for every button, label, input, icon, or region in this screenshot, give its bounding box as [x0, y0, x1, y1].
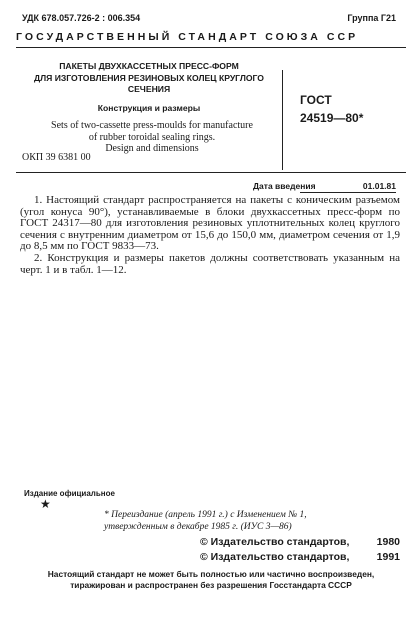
effective-date-label: Дата введения	[253, 181, 316, 191]
top-rule	[16, 47, 406, 48]
udk-code: УДК 678.057.726-2 : 006.354	[22, 13, 141, 23]
title-line: ПАКЕТЫ ДВУХКАССЕТНЫХ ПРЕСС-ФОРМ	[59, 61, 239, 71]
title-line: СЕЧЕНИЯ	[127, 84, 171, 94]
gost-number: 24519—80*	[300, 111, 364, 125]
document-subtitle: Конструкция и размеры	[97, 103, 201, 113]
reissue-line: * Переиздание (апрель 1991 г.) с Изменением № 1,	[104, 510, 307, 520]
reissue-note	[104, 509, 384, 533]
title-divider	[282, 70, 283, 170]
gost-label: ГОСТ	[300, 93, 332, 107]
standard-body	[20, 195, 400, 276]
notice-line: тиражирован и распространен без разрешения Госстандарта СССР	[70, 580, 352, 590]
copyright-1980	[200, 536, 400, 548]
copyright-text: © Издательство стандартов,	[200, 551, 350, 563]
reproduction-notice	[18, 569, 404, 591]
reissue-line: утвержденным в декабре 1985 г. (ИУС 3—86)	[104, 522, 292, 532]
copyright-1991	[200, 551, 400, 563]
body-paragraph: 1. Настоящий стандарт распространяется на пакеты с коническим разъемом (угол конуса 90°), устанавливаемые в блоки двухкассетных пресс-форм по ГОСТ 24317—80 для изготовления резиновых уплотнительных колец круглого сечения с внутренним диаметром от 15,6 до 150,0 мм, диаметром сечения от 1,9 до 8,5 мм по ГОСТ 9833—73.	[20, 194, 400, 253]
date-underline	[300, 192, 396, 193]
official-edition-label: Издание официальное	[24, 489, 115, 498]
star-icon: ★	[40, 497, 51, 511]
copyright-year: 1991	[376, 551, 400, 563]
english-title-line: of rubber toroidal sealing rings.	[88, 131, 216, 143]
okp-code: ОКП 39 6381 00	[22, 152, 91, 163]
copyright-text: © Издательство стандартов,	[200, 536, 350, 548]
body-paragraph: 2. Конструкция и размеры пакетов должны соответствовать указанным на черт. 1 и в табл. 1—12.	[20, 251, 400, 276]
group-code: Группа Г21	[347, 13, 396, 23]
state-standard-banner: ГОСУДАРСТВЕННЫЙ СТАНДАРТ СОЮЗА ССР	[16, 31, 359, 43]
copyright-year: 1980	[376, 536, 400, 548]
english-title-line: Sets of two-cassette press-moulds for manufacture	[51, 120, 253, 131]
title-line: ДЛЯ ИЗГОТОВЛЕНИЯ РЕЗИНОВЫХ КОЛЕЦ КРУГЛОГО	[34, 72, 264, 83]
english-title	[22, 120, 282, 155]
effective-date-value: 01.01.81	[362, 181, 396, 191]
english-title-line: Design and dimensions	[105, 143, 199, 154]
notice-line: Настоящий стандарт не может быть полностью или частично воспроизведен,	[47, 569, 375, 579]
document-title	[20, 61, 278, 96]
middle-rule	[16, 172, 406, 173]
